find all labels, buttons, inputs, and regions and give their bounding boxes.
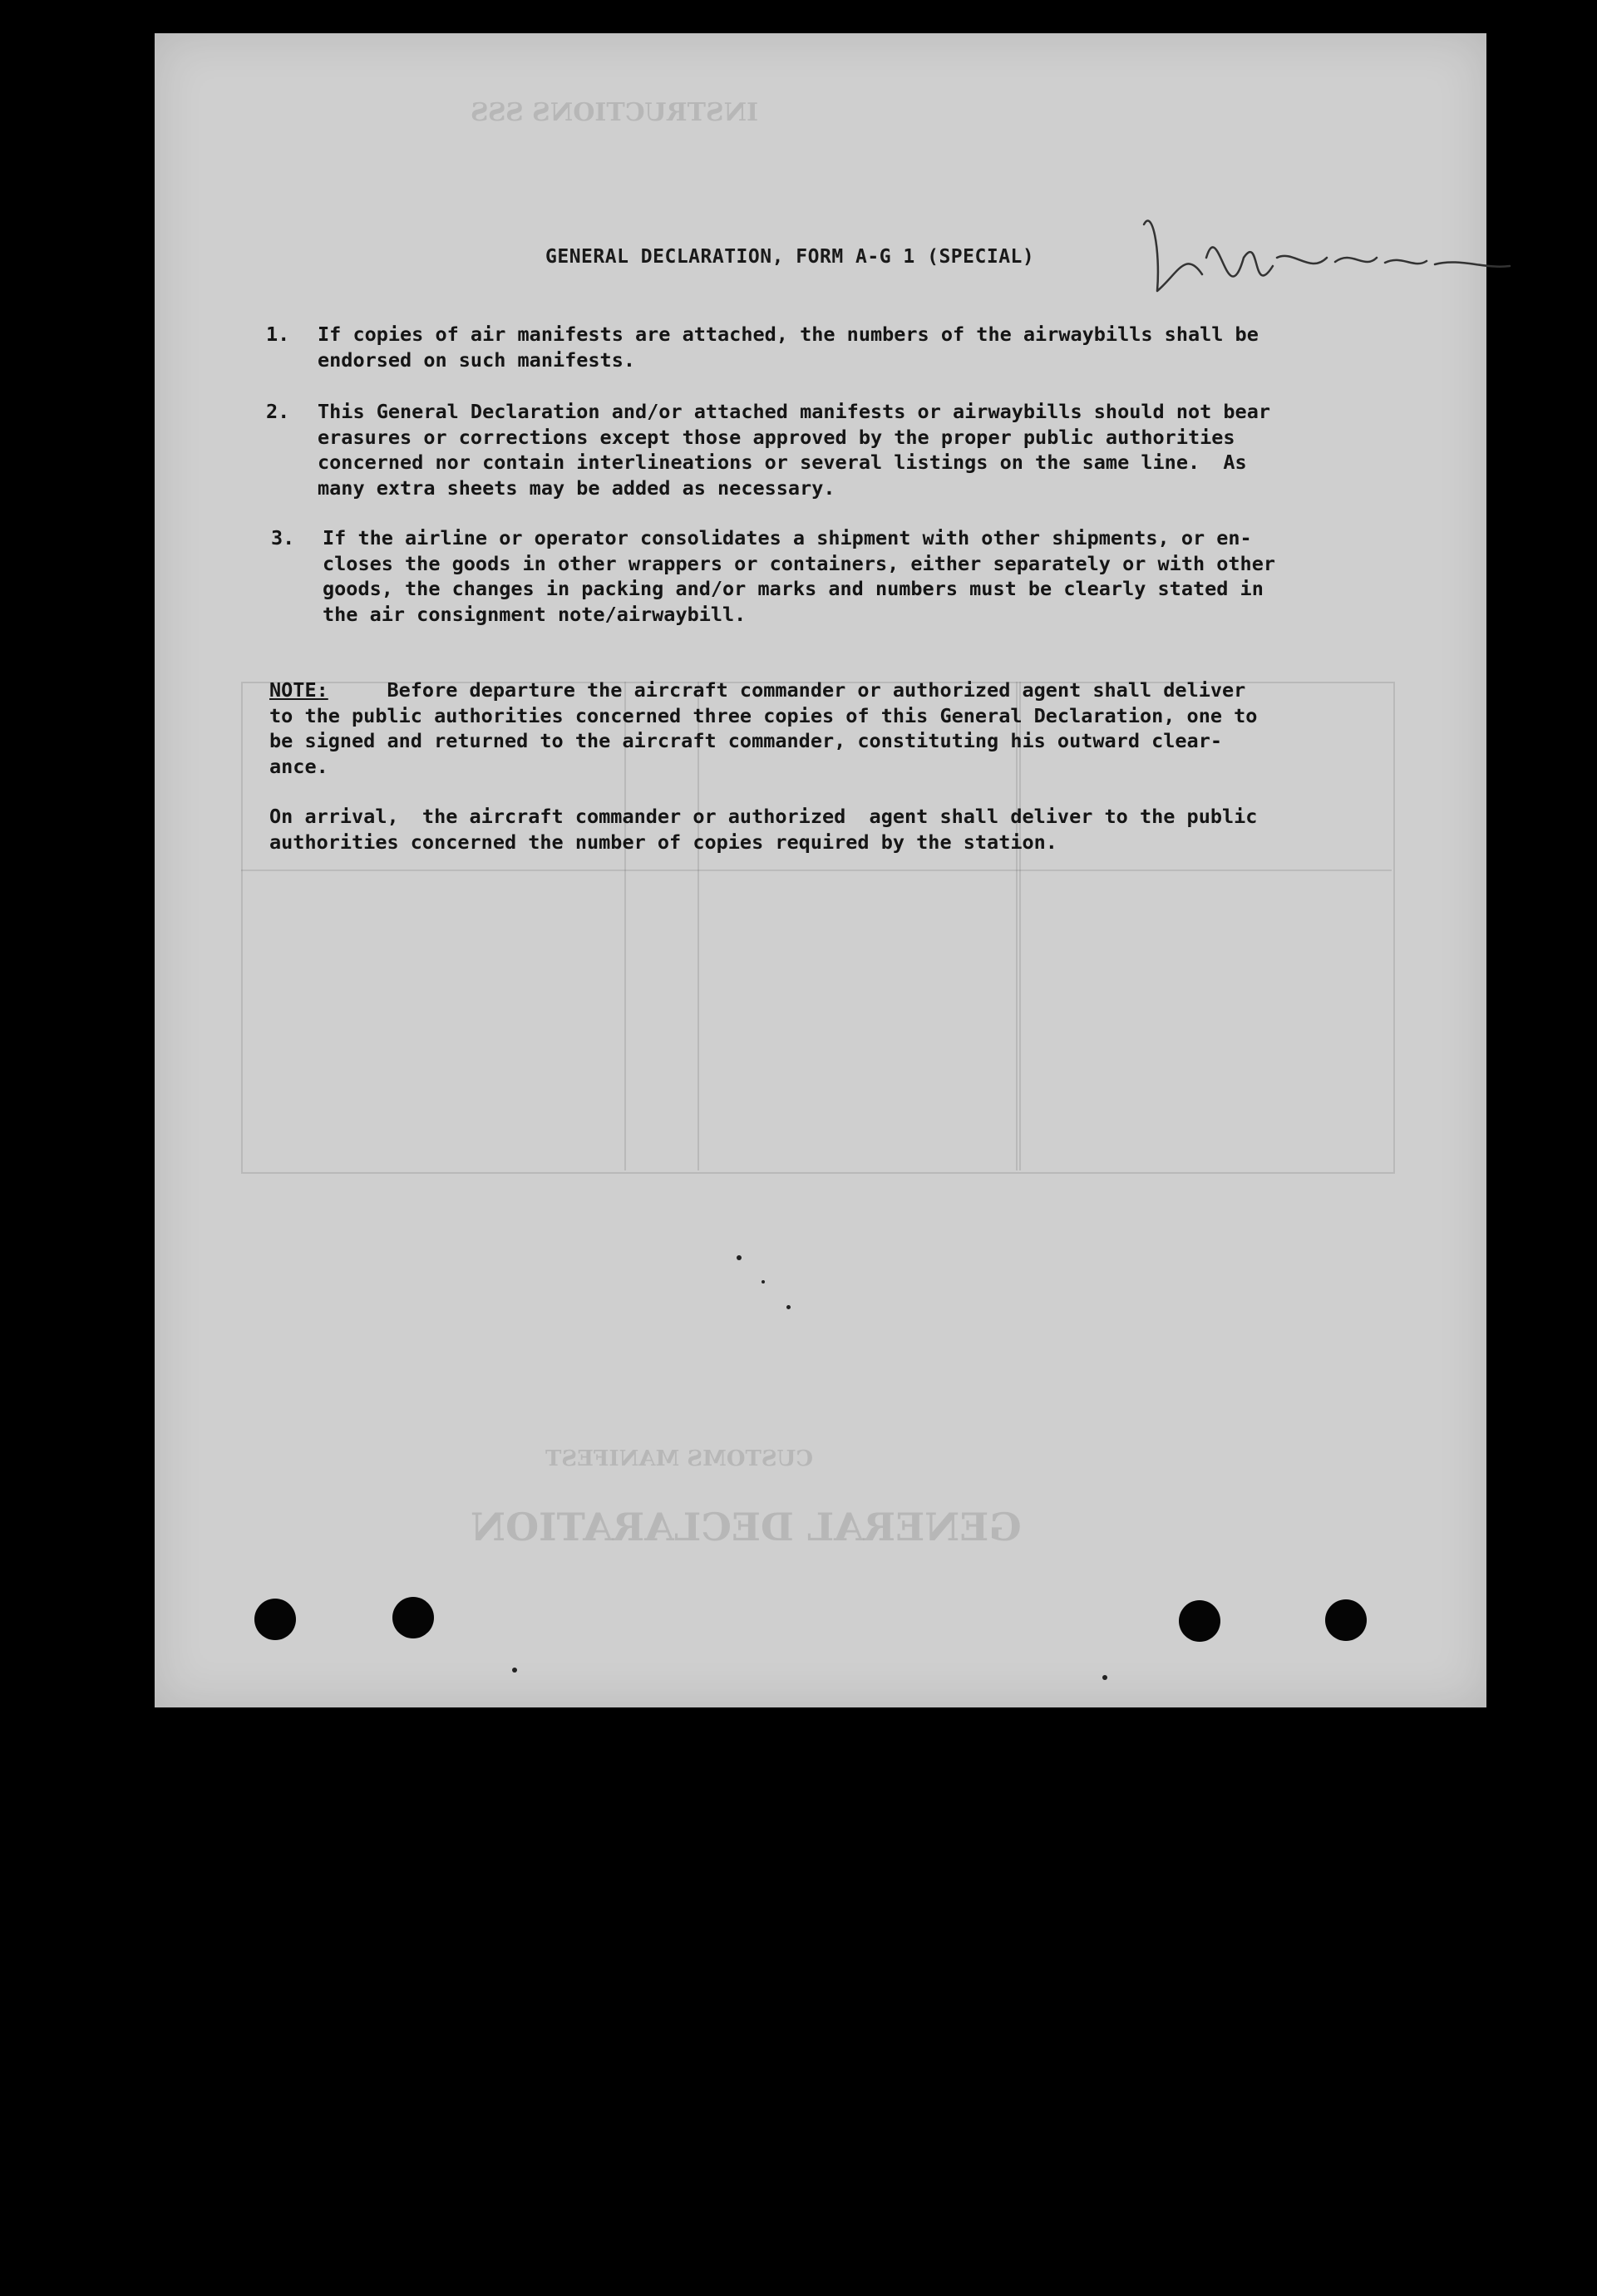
bleed-through-title: INSTRUCTIONS SSS (471, 98, 759, 127)
punch-hole (1325, 1599, 1367, 1641)
dust-speck (512, 1668, 517, 1673)
note-line: Before departure the aircraft commander or authorized agent shall deliver (328, 678, 1246, 702)
arrival-line: On arrival, the aircraft commander or authorized agent shall deliver to the public (269, 805, 1258, 828)
instruction-item-1 (266, 322, 1259, 372)
note-label: NOTE: (269, 678, 328, 702)
item-line: closes the goods in other wrappers or containers, either separately or with other (323, 551, 1276, 575)
bleed-through-subheading: CUSTOMS MANIFEST (545, 1446, 814, 1471)
punch-hole (1179, 1600, 1220, 1642)
item-line: concerned nor contain interlineations or several listings on the same line. As (318, 451, 1247, 474)
note-line: ance. (269, 754, 328, 778)
item-line: If the airline or operator consolidates a shipment with other shipments, or en- (323, 526, 1252, 549)
punch-hole (254, 1599, 296, 1640)
arrival-paragraph (269, 804, 1257, 855)
dust-speck (737, 1255, 742, 1260)
note-line: to the public authorities concerned three copies of this General Declaration, one to (269, 703, 1258, 727)
bleed-through-rule (241, 870, 1392, 871)
item-line: goods, the changes in packing and/or marks and numbers must be clearly stated in (323, 577, 1264, 600)
item-number: 3. (271, 526, 295, 549)
item-line: the air consignment note/airwaybill. (323, 602, 747, 626)
item-number: 1. (266, 323, 290, 346)
item-line: If copies of air manifests are attached, the numbers of the airwaybills shall be (318, 323, 1259, 346)
handwritten-scrawl (1127, 200, 1518, 324)
note-paragraph (269, 677, 1257, 779)
bleed-through-heading: GENERAL DECLARATION (471, 1505, 1022, 1550)
arrival-line: authorities concerned the number of copies required by the station. (269, 830, 1057, 854)
dust-speck (786, 1305, 791, 1309)
item-line: endorsed on such manifests. (318, 347, 636, 372)
instruction-item-3 (271, 525, 1276, 627)
page-title: GENERAL DECLARATION, FORM A-G 1 (SPECIAL) (545, 246, 1035, 268)
note-line: be signed and returned to the aircraft commander, constituting his outward clear- (269, 729, 1223, 752)
item-number: 2. (266, 400, 290, 423)
instruction-item-2 (266, 399, 1271, 500)
item-line: erasures or corrections except those approved by the proper public authorities (318, 425, 1235, 449)
punch-hole (392, 1597, 434, 1638)
item-line: many extra sheets may be added as necessary. (318, 475, 835, 500)
item-line: This General Declaration and/or attached manifests or airwaybills should not bear (318, 400, 1271, 423)
dust-speck (762, 1280, 765, 1283)
document-page (155, 33, 1486, 1707)
dust-speck (1102, 1675, 1107, 1680)
